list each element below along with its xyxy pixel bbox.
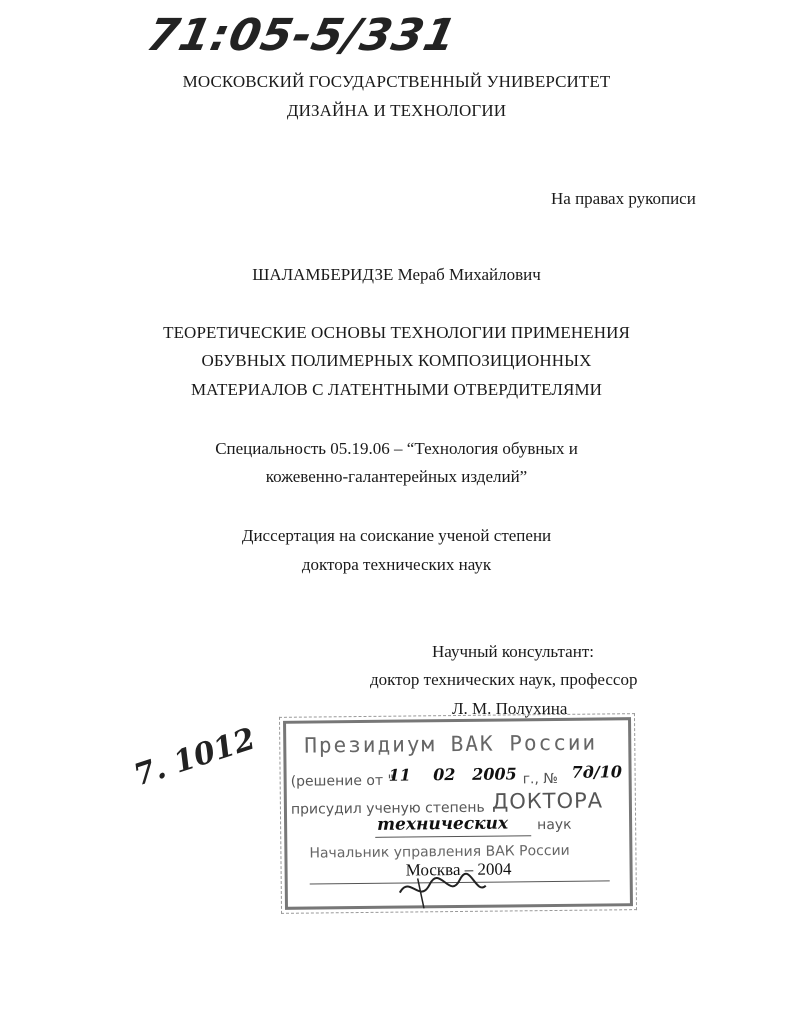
stamp-date-month: 02	[433, 765, 456, 785]
thesis-title-line1: ТЕОРЕТИЧЕСКИЕ ОСНОВЫ ТЕХНОЛОГИИ ПРИМЕНЕНИЯ	[163, 323, 630, 342]
stamp-degree: ДОКТОРА	[491, 788, 604, 814]
dissertation-line1: Диссертация на соискание ученой степени	[241, 526, 552, 545]
stamp-field-underline	[375, 835, 531, 838]
university-name-line1: МОСКОВСКИЙ ГОСУДАРСТВЕННЫЙ УНИВЕРСИТЕТ	[182, 72, 611, 91]
stamp-decision-number: 7д/10	[571, 762, 623, 782]
stamp-date-day: 11	[388, 765, 411, 785]
consultant-title: доктор технических наук, профессор	[370, 670, 638, 689]
consultant-label: Научный консультант:	[432, 642, 594, 661]
stamp-decision-label: (решение от "	[290, 772, 395, 790]
consultant-name: Л. М. Полухина	[452, 699, 568, 718]
stamp-title: Президиум ВАК России	[304, 730, 598, 758]
stamp-sciences-label: наук	[537, 816, 572, 834]
stamp-field-handwritten: технических	[377, 813, 509, 835]
dissertation-line2: доктора технических наук	[301, 555, 492, 574]
specialty-line2: кожевенно-галантерейных изделий”	[265, 467, 528, 486]
stamp-awarded-label: присудил ученую степень	[290, 799, 485, 818]
thesis-title-line3: МАТЕРИАЛОВ С ЛАТЕНТНЫМИ ОТВЕРДИТЕЛЯМИ	[190, 380, 603, 399]
signature-scribble	[398, 870, 488, 911]
university-name-line2: ДИЗАЙНА И ТЕХНОЛОГИИ	[286, 101, 507, 120]
thesis-title-line2: ОБУВНЫХ ПОЛИМЕРНЫХ КОМПОЗИЦИОННЫХ	[201, 351, 592, 370]
vak-stamp	[283, 717, 633, 910]
city-year: Москва – 2004	[405, 859, 512, 880]
specialty-line1: Специальность 05.19.06 – “Технология обувных и	[215, 439, 578, 458]
stamp-head-label: Начальник управления ВАК России	[309, 842, 570, 862]
stamp-number-label: г., №	[522, 770, 559, 788]
catalog-number: 71:05-5/331	[142, 10, 462, 61]
stamp-date-year: 2005	[472, 764, 517, 784]
author-name: ШАЛАМБЕРИДЗЕ Мераб Михайлович	[252, 265, 541, 284]
stamp-decision-date	[388, 764, 516, 784]
margin-handwritten-note: 7. 1012	[129, 721, 260, 794]
manuscript-note: На правах рукописи	[551, 189, 696, 208]
